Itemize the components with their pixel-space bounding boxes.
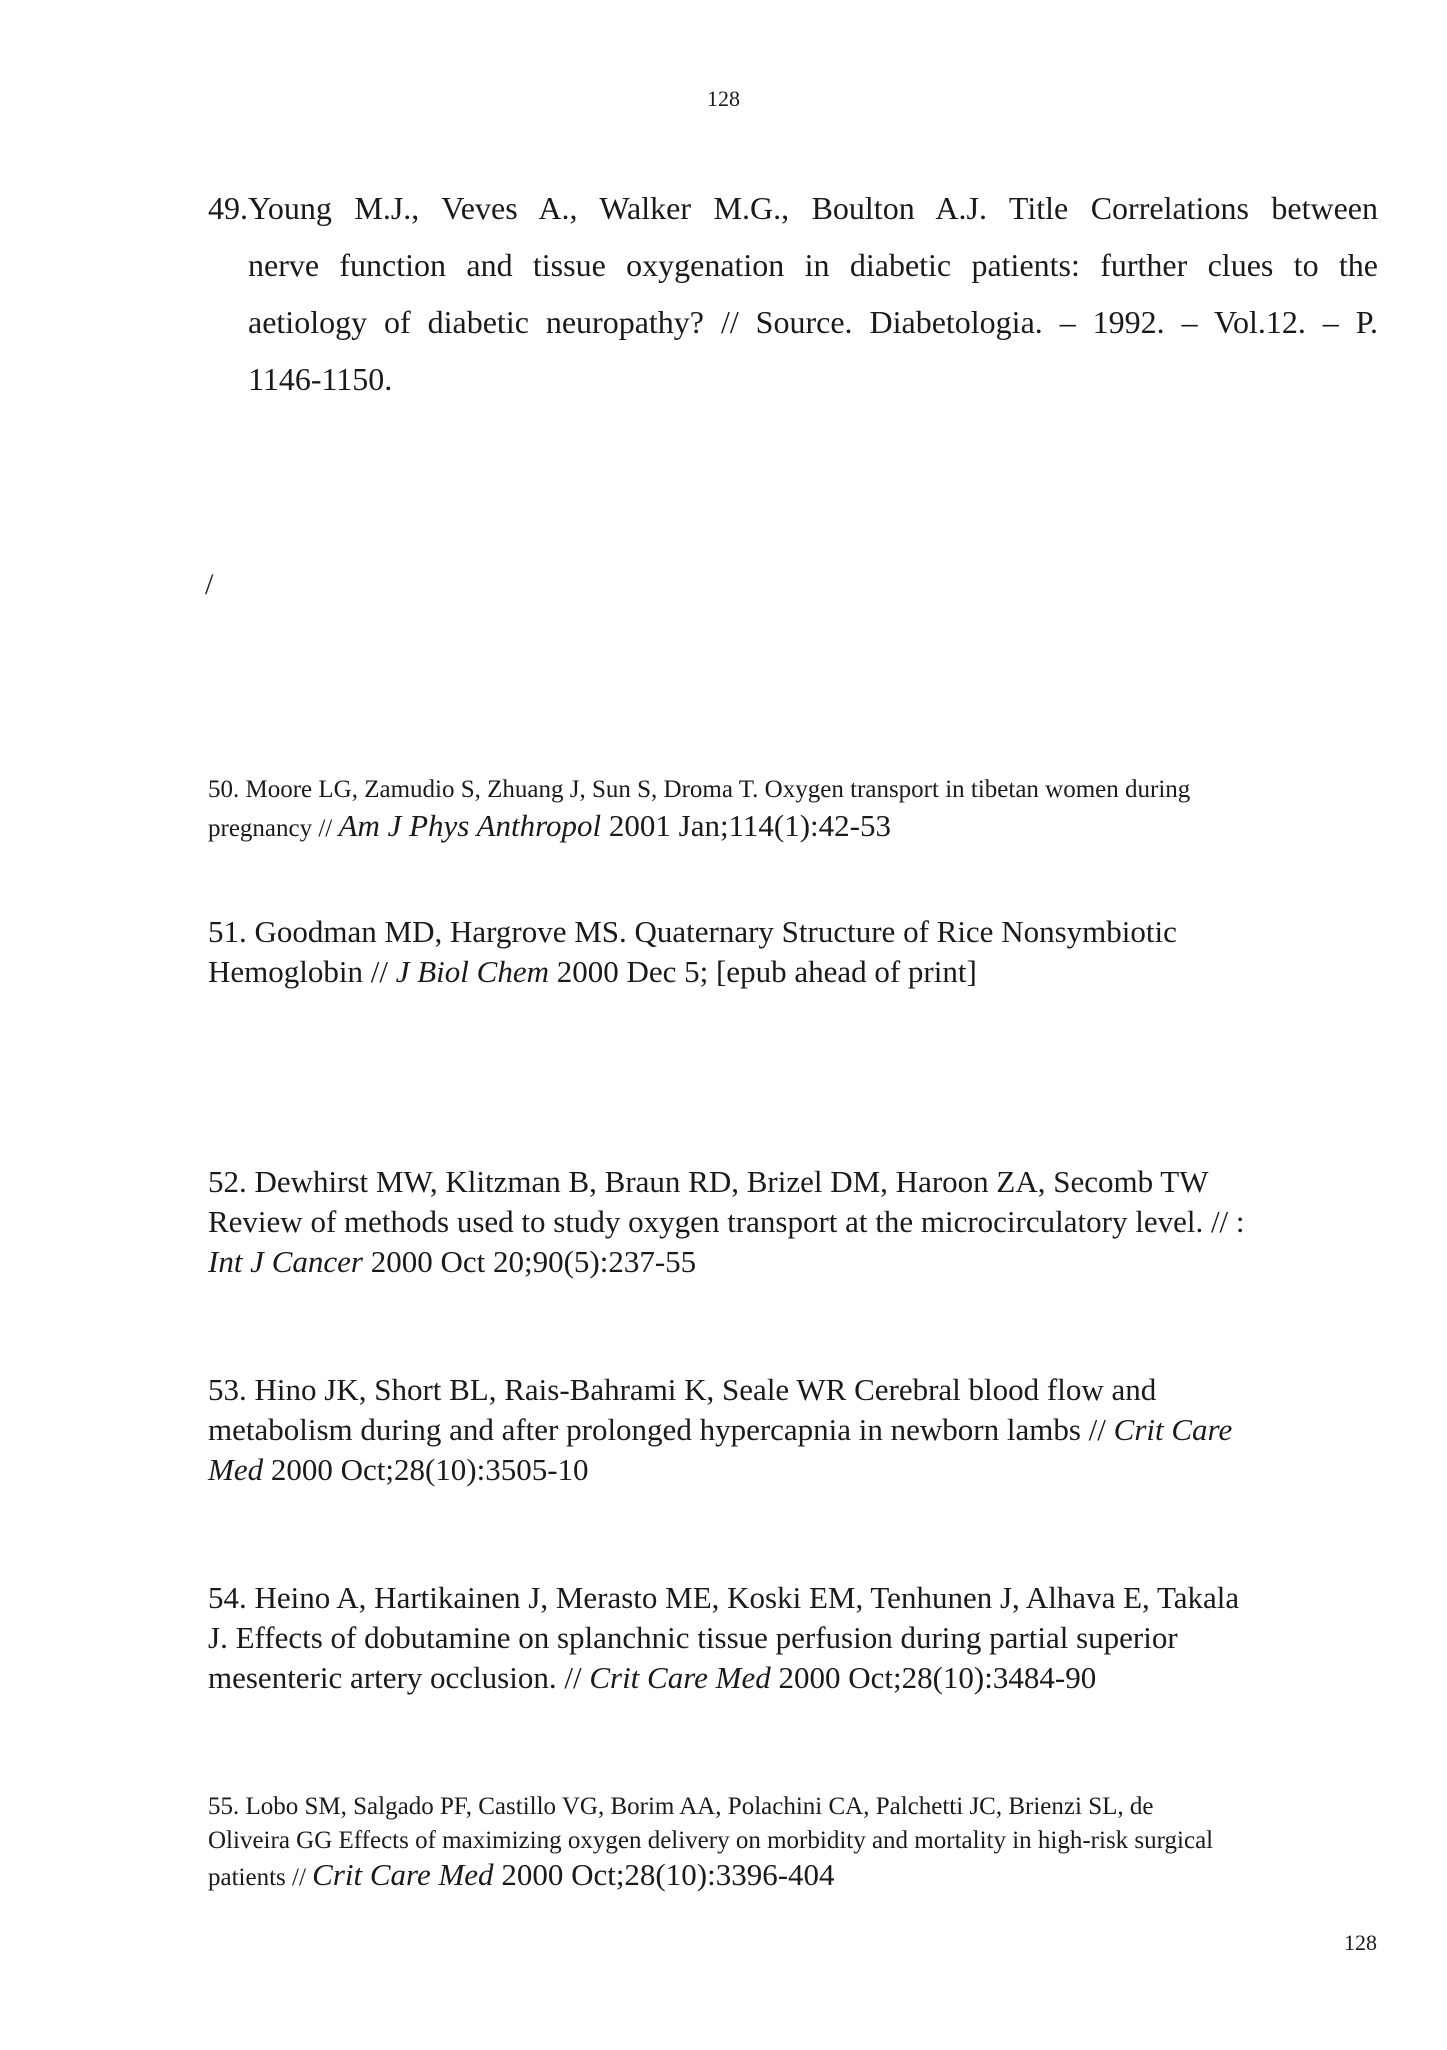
reference-line: 54. Heino A, Hartikainen J, Merasto ME, Koski EM, Tenhunen J, Alhava E, Takala [208,1580,1240,1615]
reference-line: aetiology of diabetic neuropathy? // Source. Diabetologia. – 1992. – Vol.12. – P. [248,304,1378,340]
reference-text: Hemoglobin // [208,954,396,989]
page-number-bottom: 128 [1344,1930,1377,1955]
journal-title: Crit Care [1113,1412,1233,1447]
reference-text: pregnancy // [208,815,339,842]
reference-line: 52. Dewhirst MW, Klitzman B, Braun RD, Brizel DM, Haroon ZA, Secomb TW [208,1164,1209,1199]
reference-line [208,1242,1388,1282]
reference-line: 1146-1150. [248,361,393,397]
reference-line: 51. Goodman MD, Hargrove MS. Quaternary Structure of Rice Nonsymbiotic [208,914,1177,949]
stray-slash: / [205,568,214,601]
journal-title: J Biol Chem [395,954,549,989]
reference-citation: 2000 Oct;28(10):3396-404 [493,1857,835,1892]
reference-number: 49. [208,190,248,226]
page-number-top: 128 [707,86,740,111]
journal-title: Med [208,1452,264,1487]
reference-line: Review of methods used to study oxygen transport at the microcirculatory level. // : [208,1204,1245,1239]
reference-52 [208,1162,1388,1282]
reference-text: patients // [208,1864,313,1891]
reference-citation: 2001 Jan;114(1):42-53 [601,808,891,843]
reference-53 [208,1370,1388,1490]
reference-line: Young M.J., Veves A., Walker M.G., Boulton A.J. Title Correlations between [248,190,1378,226]
reference-line [208,1410,1388,1450]
reference-line: nerve function and tissue oxygenation in diabetic patients: further clues to the [248,247,1378,283]
reference-citation: 2000 Dec 5; [epub ahead of print] [548,954,977,989]
reference-text: mesenteric artery occlusion. // [208,1660,590,1695]
reference-51 [208,912,1388,992]
reference-line [208,1858,1388,1895]
reference-citation: 2000 Oct;28(10):3505-10 [263,1452,589,1487]
reference-54 [208,1578,1388,1698]
reference-line: 55. Lobo SM, Salgado PF, Castillo VG, Borim AA, Polachini CA, Palchetti JC, Brienzi SL, de [208,1793,1154,1820]
reference-line: 53. Hino JK, Short BL, Rais-Bahrami K, Seale WR Cerebral blood flow and [208,1372,1157,1407]
reference-50 [208,772,1388,847]
reference-49 [208,180,1378,408]
reference-line [208,1658,1388,1698]
reference-55 [208,1790,1388,1895]
reference-line: Oliveira GG Effects of maximizing oxygen delivery on morbidity and mortality in high-risk surgical [208,1827,1214,1854]
reference-line: 50. Moore LG, Zamudio S, Zhuang J, Sun S, Droma T. Oxygen transport in tibetan women during [208,776,1191,803]
reference-citation: 2000 Oct;28(10):3484-90 [770,1660,1097,1695]
reference-line [208,1450,1388,1490]
reference-line [208,808,1388,847]
reference-text: metabolism during and after prolonged hypercapnia in newborn lambs // [208,1412,1114,1447]
journal-title: Crit Care Med [312,1857,494,1892]
reference-line [208,952,1388,992]
journal-title: Crit Care Med [589,1660,771,1695]
journal-title: Int J Cancer [208,1244,363,1279]
journal-title: Am J Phys Anthropol [338,808,602,843]
reference-line: J. Effects of dobutamine on splanchnic tissue perfusion during partial superior [208,1620,1178,1655]
reference-citation: 2000 Oct 20;90(5):237-55 [362,1244,697,1279]
